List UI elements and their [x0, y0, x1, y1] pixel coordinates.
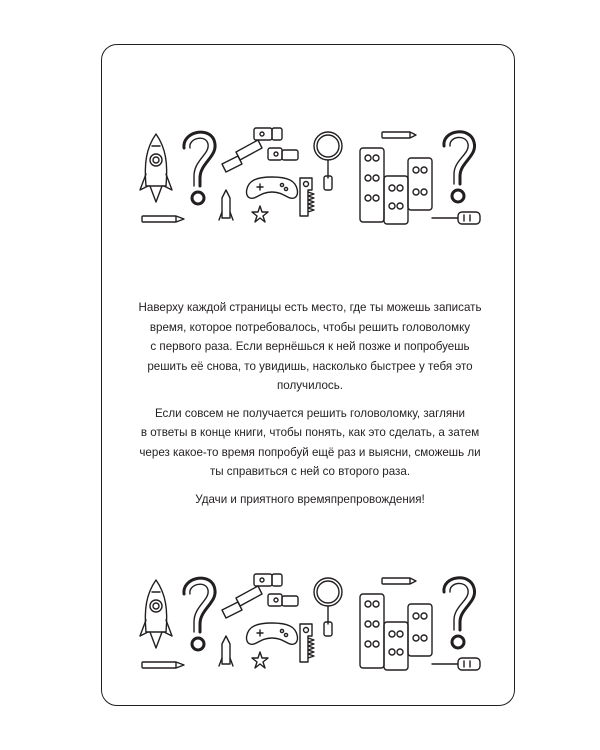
text-line: с первого раза. Если вернёшься к ней позже и попробуешь: [150, 340, 470, 353]
rocket-small-icon: [219, 636, 233, 666]
text-line: через какое-то время попробуй ещё раз и выясни, сможешь ли: [139, 445, 481, 459]
rocket-icon: [140, 580, 172, 648]
magnifier-icon: [314, 578, 342, 636]
star-icon: [252, 652, 268, 668]
doodle-strip-bottom: [130, 572, 490, 682]
pencil-left-icon: [142, 662, 184, 668]
text-line: Удачи и приятного времяпрепровождения!: [195, 492, 425, 506]
building-blocks-icon: [360, 148, 432, 224]
text-line: Если совсем не получается решить головоломку, загляни: [154, 406, 466, 420]
doodle-strip-svg: [130, 572, 490, 682]
text-line: решить её снова, то увидишь, насколько быстрее у тебя это: [147, 359, 473, 373]
gamepad-icon: [247, 623, 298, 644]
saw-icon: [300, 178, 314, 216]
question-mark-icon: [444, 132, 475, 202]
rocket-icon: [140, 134, 172, 202]
screwdriver-icon: [432, 658, 480, 670]
hinged-blocks-icon: [222, 574, 298, 618]
paragraph-2: [118, 404, 502, 482]
rocket-small-icon: [219, 190, 233, 220]
pencil-icon: [382, 132, 416, 138]
text-line: время, которое потребовалось, чтобы решить головоломку: [149, 320, 471, 334]
doodle-strip-svg: [130, 126, 490, 236]
doodle-strip-top: [130, 126, 490, 236]
intro-text: [118, 298, 502, 517]
question-mark-icon: [184, 132, 215, 204]
question-mark-icon: [184, 578, 215, 650]
text-line: в ответы в конце книги, чтобы понять, как это сделать, а затем: [140, 426, 480, 439]
pencil-left-icon: [142, 216, 184, 222]
saw-icon: [300, 624, 314, 662]
paragraph-3: [118, 490, 502, 510]
pencil-icon: [382, 578, 416, 584]
star-icon: [252, 206, 268, 222]
text-line: получилось.: [277, 379, 343, 392]
screwdriver-icon: [432, 212, 480, 224]
hinged-blocks-icon: [222, 128, 298, 172]
gamepad-icon: [247, 177, 298, 198]
building-blocks-icon: [360, 594, 432, 670]
magnifier-icon: [314, 132, 342, 190]
text-line: Наверху каждой страницы есть место, где ты можешь записать: [138, 301, 482, 314]
question-mark-icon: [444, 578, 475, 648]
paragraph-1: [118, 298, 502, 396]
text-line: ты справиться с ней со второго раза.: [209, 465, 411, 478]
